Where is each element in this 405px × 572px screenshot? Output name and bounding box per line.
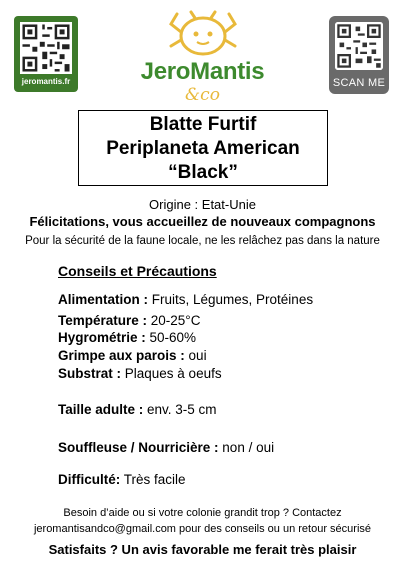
- footer-help: Besoin d’aide ou si votre colonie grandit trop ? Contactez: [63, 507, 342, 519]
- qr-caption: SCAN ME: [332, 77, 386, 89]
- congratulations-text: Félicitations, vous accueillez de nouveaux compagnons: [29, 214, 376, 229]
- brand-subname: &co: [185, 85, 220, 105]
- common-name: Blatte Furtif: [149, 114, 257, 135]
- brand-name: JeroMantis: [140, 58, 265, 85]
- section-title: Conseils et Précautions: [58, 263, 217, 279]
- species-name: Periplaneta American: [106, 138, 300, 159]
- care-temperature: Température : 20-25°C: [58, 313, 201, 328]
- safety-notice: Pour la sécurité de la faune locale, ne les relâchez pas dans la nature: [25, 235, 380, 247]
- care-grimpe: Grimpe aux parois : oui: [58, 348, 207, 363]
- variant-name: “Black”: [168, 162, 238, 183]
- origin-text: Origine : Etat-Unie: [149, 197, 256, 212]
- qr-code-website[interactable]: [14, 16, 78, 92]
- care-hygrometrie: Hygrométrie : 50-60%: [58, 330, 197, 345]
- care-souffleuse: Souffleuse / Nourricière : non / oui: [58, 440, 275, 455]
- brand-logo: [125, 10, 280, 105]
- care-taille: Taille adulte : env. 3-5 cm: [58, 402, 217, 417]
- qr-code-icon: [335, 22, 383, 70]
- mantis-icon: [167, 10, 239, 60]
- qr-code-scan[interactable]: [329, 16, 389, 94]
- care-alimentation: Alimentation : Fruits, Légumes, Protéines: [58, 292, 314, 307]
- qr-caption: jeromantis.fr: [21, 77, 71, 86]
- title-box: [78, 110, 328, 186]
- qr-code-icon: [20, 22, 72, 74]
- footer-review: Satisfaits ? Un avis favorable me ferait très plaisir: [48, 542, 357, 557]
- care-difficulte: Difficulté: Très facile: [58, 472, 186, 487]
- footer-contact: jeromantisandco@gmail.com pour des conseils ou un retour sécurisé: [33, 523, 372, 535]
- care-substrat: Substrat : Plaques à oeufs: [58, 366, 222, 381]
